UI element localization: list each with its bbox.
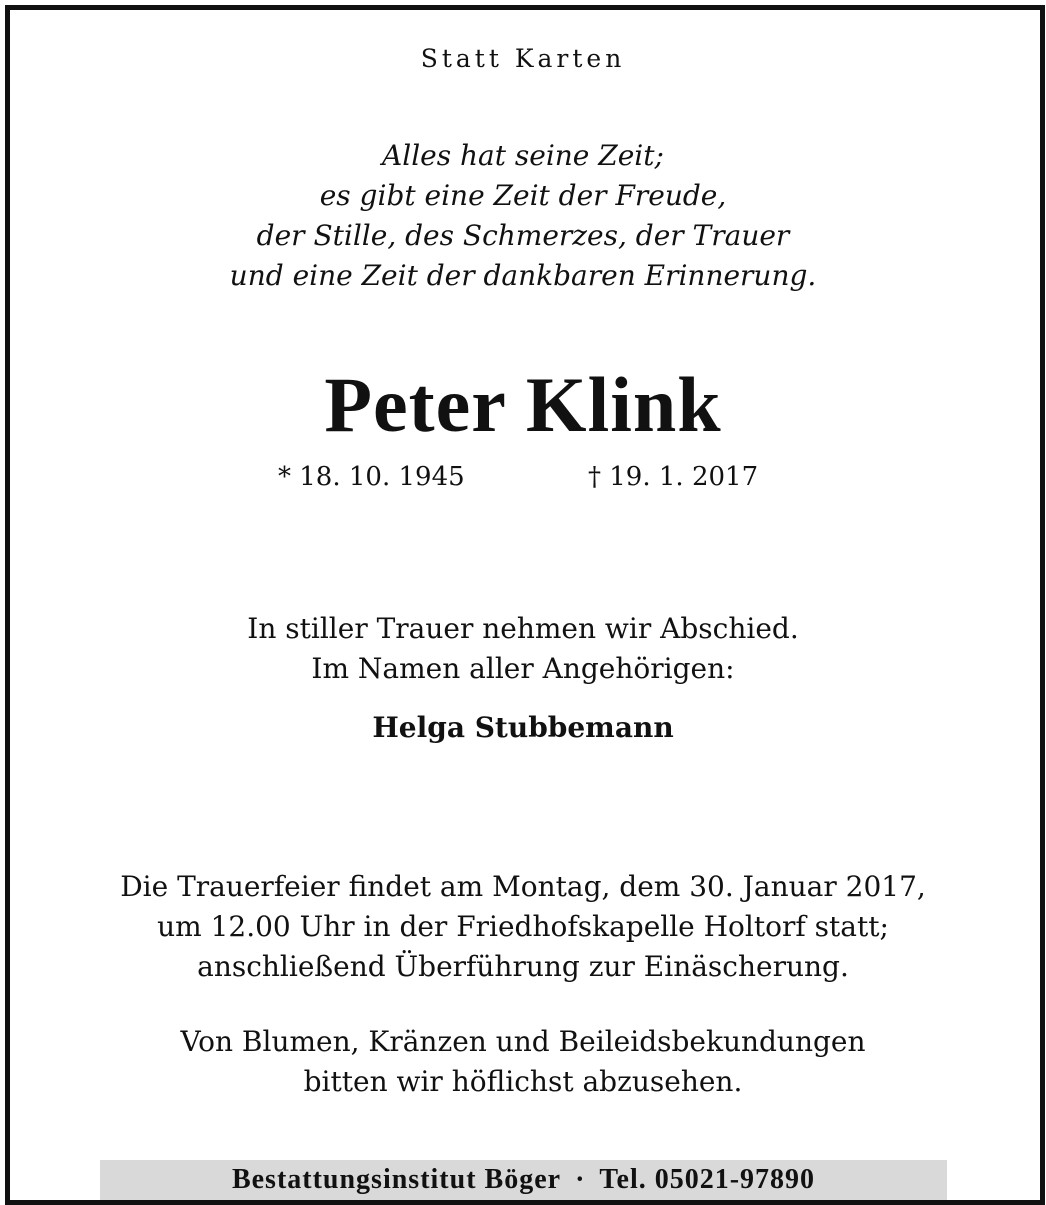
service-info [0,867,1046,987]
flowers-line: bitten wir höflichst abzusehen. [303,1065,743,1098]
signer-name: Helga Stubbemann [372,711,674,744]
funeral-home-banner [100,1160,947,1200]
poem [0,136,1046,296]
notice-header: Statt Karten [420,44,626,73]
flowers-line: Von Blumen, Kränzen und Beileidsbekundungen [180,1025,866,1058]
footer-separator: · [575,1164,586,1195]
flowers-request [0,1022,1046,1102]
poem-line: Alles hat seine Zeit; [382,139,664,172]
death-date: † 19. 1. 2017 [588,462,759,492]
funeral-home-name: Bestattungsinstitut Böger [231,1164,562,1195]
service-line: anschließend Überführung zur Einäscherung. [197,950,849,983]
mourning-text [0,609,1046,689]
funeral-home-phone: Tel. 05021-97890 [599,1164,816,1195]
service-line: um 12.00 Uhr in der Friedhofskapelle Holtorf statt; [157,910,889,943]
mourning-line: In stiller Trauer nehmen wir Abschied. [247,612,799,645]
deceased-name: Peter Klink [324,361,722,448]
service-line: Die Trauerfeier findet am Montag, dem 30. Januar 2017, [120,870,926,903]
mourning-line: Im Namen aller Angehörigen: [311,652,735,685]
birth-date: * 18. 10. 1945 [278,462,465,492]
poem-line: es gibt eine Zeit der Freude, [319,179,727,212]
poem-line: der Stille, des Schmerzes, der Trauer [256,219,790,252]
poem-line: und eine Zeit der dankbaren Erinnerung. [229,259,817,292]
